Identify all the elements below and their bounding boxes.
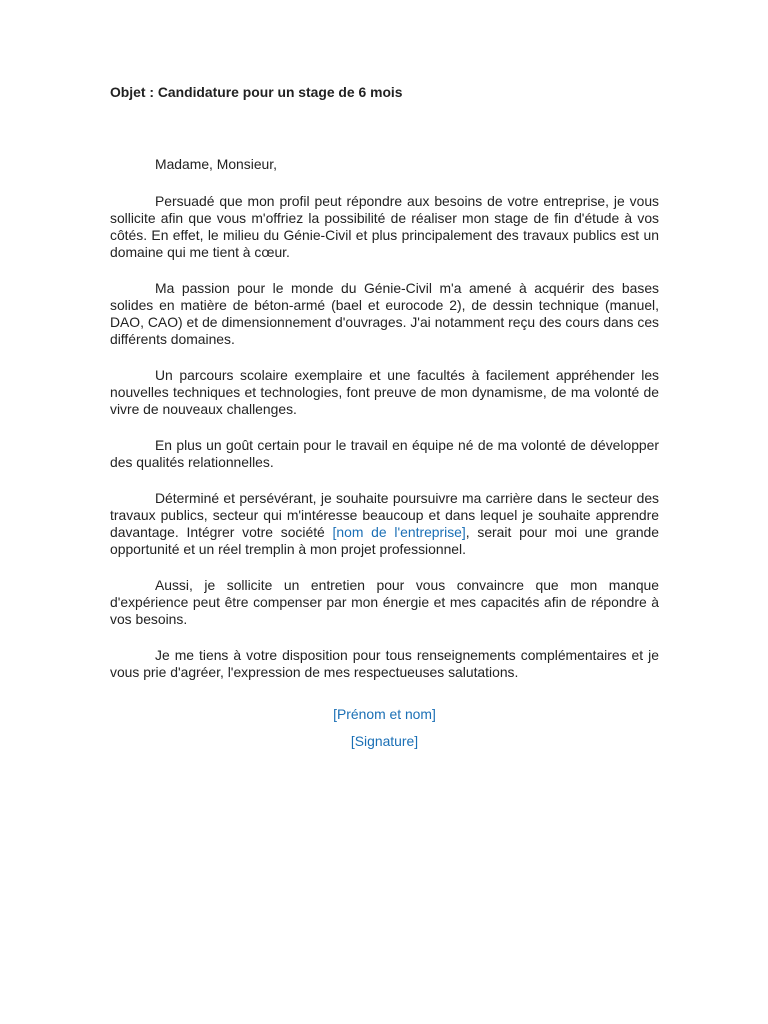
company-name-placeholder: [nom de l'entreprise]	[332, 524, 466, 540]
paragraph-closing: Je me tiens à votre disposition pour tous renseignements complémentaires et je vous prie d'agréer, l'expression de mes respectueuses salutations.	[110, 647, 659, 680]
paragraph-career	[110, 490, 659, 558]
paragraph-teamwork: En plus un goût certain pour le travail en équipe né de ma volonté de développer des qualités relationnelles.	[110, 437, 659, 470]
paragraph-background: Un parcours scolaire exemplaire et une facultés à facilement appréhender les nouvelles techniques et technologies, font preuve de mon dynamisme, de ma volonté de vivre de nouveaux challenges.	[110, 367, 659, 417]
letter-subject: Objet : Candidature pour un stage de 6 mois	[110, 84, 403, 100]
letter-body	[110, 84, 659, 750]
signature-placeholder: [Signature]	[350, 733, 419, 749]
paragraph-career-text-after: , serait pour moi une grande opportunité et un réel tremplin à mon projet professionnel.	[110, 524, 659, 557]
paragraph-motivation: Persuadé que mon profil peut répondre aux besoins de votre entreprise, je vous sollicite afin que vous m'offriez la possibilité de réaliser mon stage de fin d'étude à vos côtés. En effet, le milieu du Génie-Civil et plus principalement des travaux publics est un domaine qui me tient à cœur.	[110, 193, 659, 260]
letter-greeting: Madame, Monsieur,	[155, 156, 277, 172]
paragraph-career-text-before: Déterminé et persévérant, je souhaite poursuivre ma carrière dans le secteur des travaux publics, secteur qui m'intéresse beaucoup et dans lequel je souhaite apprendre davantage. Intégrer votre société	[110, 490, 659, 540]
paragraph-skills: Ma passion pour le monde du Génie-Civil m'a amené à acquérir des bases solides en matière de béton-armé (bael et eurocode 2), de dessin technique (manuel, DAO, CAO) et de dimensionnement d'ouvrages. J'ai notamment reçu des cours dans ces différents domaines.	[110, 280, 659, 347]
paragraph-interview: Aussi, je sollicite un entretien pour vous convaincre que mon manque d'expérience peut être compenser par mon énergie et mes capacités afin de répondre à vos besoins.	[110, 577, 659, 627]
name-placeholder: [Prénom et nom]	[333, 706, 436, 722]
